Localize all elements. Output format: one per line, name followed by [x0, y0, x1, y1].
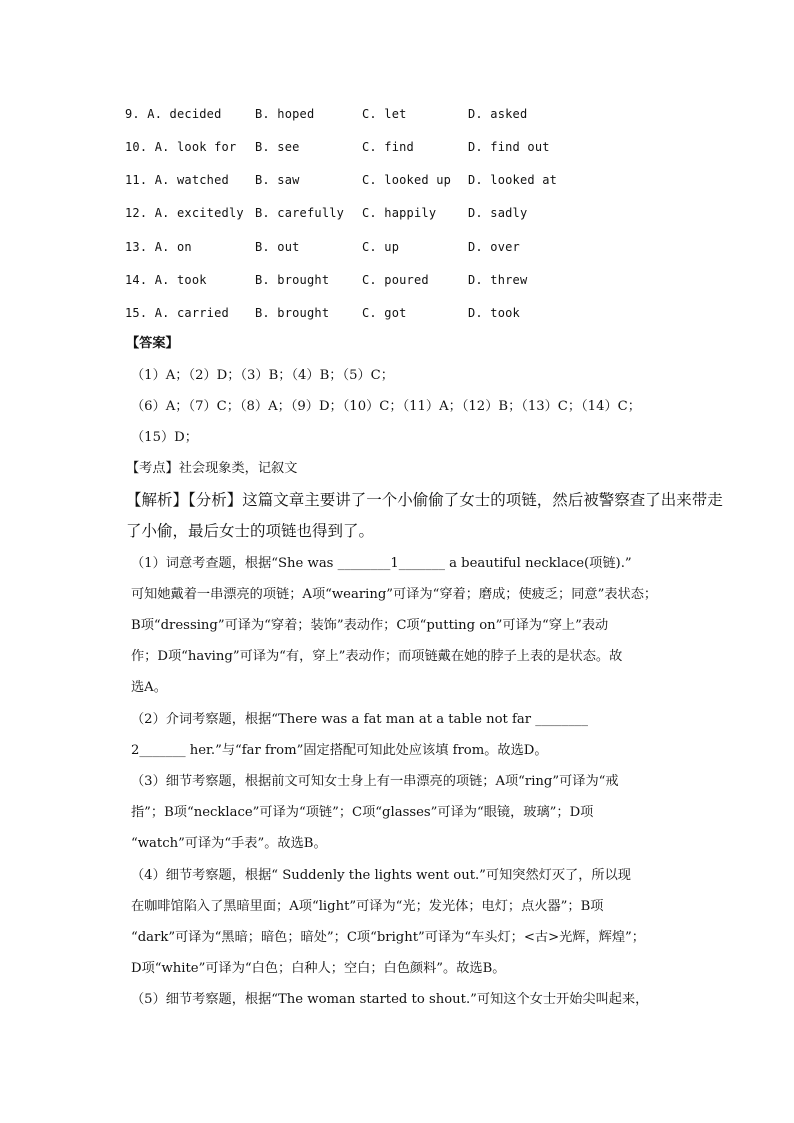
- q1-line-2: 可知她戴着一串漂亮的项链；A项“wearing”可译为“穿着；磨成；使疲乏；同意”表状态；: [131, 587, 658, 602]
- q1-line-5: 选A。: [131, 680, 167, 695]
- q1-line-3: B项“dressing”可译为“穿着；装饰”表动作；C项“putting on”可译为“穿上”表动: [131, 618, 609, 633]
- answer-line-3: （15）D；: [131, 430, 198, 445]
- option-d: D. looked at: [468, 173, 558, 187]
- option-d: D. took: [468, 306, 520, 320]
- option-d: D. asked: [468, 107, 528, 121]
- option-b: B. saw: [255, 173, 300, 187]
- option-b: B. out: [255, 240, 300, 254]
- option-c: C. let: [362, 107, 407, 121]
- q3-line-2: 指”；B项“necklace”可译为“项链”；C项“glasses”可译为“眼镜，玻璃”；D项: [131, 805, 594, 820]
- option-c: C. find: [362, 140, 414, 154]
- option-b: B. hoped: [255, 107, 315, 121]
- option-d: D. threw: [468, 273, 528, 287]
- option-c: C. poured: [362, 273, 429, 287]
- option-a: 14. A. took: [125, 273, 207, 287]
- option-c: C. got: [362, 306, 407, 320]
- q4-line-4: D项“white”可译为“白色；白种人；空白；白色颜料”。故选B。: [131, 961, 506, 976]
- option-a: 11. A. watched: [125, 173, 229, 187]
- answer-heading: 【答案】: [126, 336, 179, 351]
- q3-line-3: “watch”可译为“手表”。故选B。: [131, 836, 327, 851]
- analysis-intro-1: 【解析】【分析】这篇文章主要讲了一个小偷偷了女士的项链，然后被警察查了出来带走: [126, 491, 723, 509]
- option-a: 10. A. look for: [125, 140, 237, 154]
- option-a: 15. A. carried: [125, 306, 229, 320]
- option-d: D. over: [468, 240, 520, 254]
- option-c: C. up: [362, 240, 400, 254]
- q2-line-2: 2_______ her.”与“far from”固定搭配可知此处应该填 from。故选D。: [131, 743, 548, 758]
- option-c: C. looked up: [362, 173, 452, 187]
- option-b: B. brought: [255, 306, 330, 320]
- option-c: C. happily: [362, 206, 437, 220]
- option-a: 12. A. excitedly: [125, 206, 244, 220]
- answer-line-1: （1）A；（2）D；（3）B；（4）B；（5）C；: [131, 368, 394, 383]
- option-b: B. carefully: [255, 206, 345, 220]
- q4-line-1: （4）细节考察题，根据“ Suddenly the lights went out.”可知突然灯灭了，所以现: [131, 868, 631, 883]
- q2-line-1: （2）介词考察题，根据“There was a fat man at a table not far ________: [131, 712, 588, 727]
- option-b: B. brought: [255, 273, 330, 287]
- option-d: D. find out: [468, 140, 550, 154]
- q1-line-1: （1）词意考查题，根据“She was ________1_______ a beautiful necklace(项链).”: [131, 556, 632, 571]
- option-b: B. see: [255, 140, 300, 154]
- option-a: 9. A. decided: [125, 107, 222, 121]
- q5-line-1: （5）细节考察题，根据“The woman started to shout.”可知这个女士开始尖叫起来，: [131, 992, 649, 1007]
- q4-line-2: 在咖啡馆陷入了黑暗里面；A项“light”可译为“光；发光体；电灯；点火器”；B项: [131, 899, 604, 914]
- answer-line-2: （6）A；（7）C；（8）A；（9）D；（10）C；（11）A；（12）B；（13）C；（14）C；: [131, 399, 641, 414]
- q4-line-3: “dark”可译为“黑暗；暗色；暗处”；C项“bright”可译为“车头灯；<古>光辉，辉煌”；: [131, 930, 645, 945]
- option-d: D. sadly: [468, 206, 528, 220]
- q1-line-4: 作；D项“having”可译为“有，穿上”表动作；而项链戴在她的脖子上表的是状态。故: [131, 649, 623, 664]
- option-a: 13. A. on: [125, 240, 192, 254]
- analysis-intro-2: 了小偷，最后女士的项链也得到了。: [126, 522, 375, 540]
- q3-line-1: （3）细节考察题，根据前文可知女士身上有一串漂亮的项链；A项“ring”可译为“戒: [131, 774, 619, 789]
- kaodian-line: 【考点】社会现象类，记叙文: [126, 461, 298, 476]
